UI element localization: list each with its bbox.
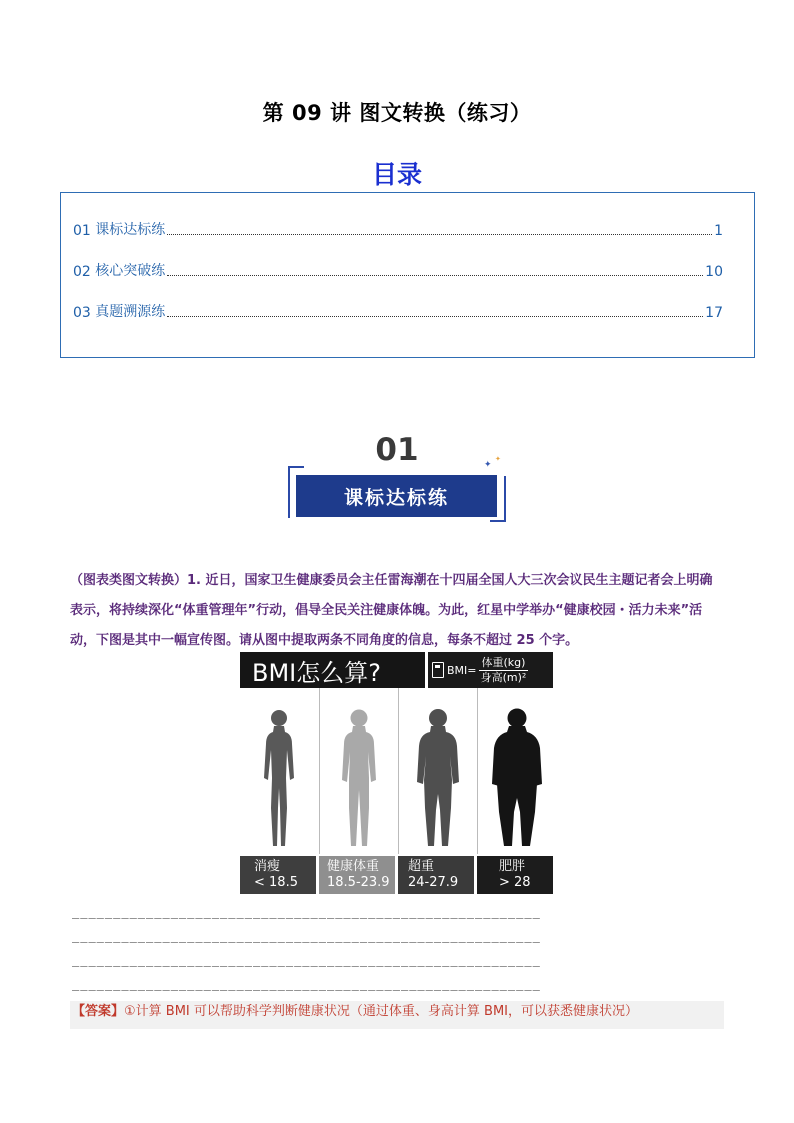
person-silhouette-icon	[252, 708, 306, 852]
answer-blank-line[interactable]: _________________________________________________________	[72, 953, 541, 967]
category-name: 健康体重	[327, 859, 380, 874]
bmi-header: BMI怎么算?	[240, 652, 425, 688]
toc-item-label: 真题溯源练	[95, 304, 166, 320]
category-label-obese	[477, 856, 553, 894]
toc-leader-dots	[167, 315, 703, 317]
answer-tag: 【答案】	[72, 1004, 125, 1019]
toc-item-3[interactable]	[73, 301, 723, 321]
formula-prefix: BMI=	[447, 663, 477, 677]
toc-item-number: 03	[73, 305, 91, 321]
answer-text: ①计算 BMI 可以帮助科学判断健康状况（通过体重、身高计算 BMI，可以获悉健康状况）	[124, 1004, 639, 1019]
toc-item-number: 02	[73, 264, 91, 280]
toc-leader-dots	[167, 274, 703, 276]
section-number: 01	[375, 432, 419, 468]
answer-blank-line[interactable]: _________________________________________________________	[72, 977, 541, 991]
toc-item-2[interactable]	[73, 260, 723, 280]
toc-item-page: 1	[714, 223, 723, 239]
category-range: 24-27.9	[408, 875, 459, 890]
table-of-contents	[60, 192, 755, 358]
section-banner: 课标达标练	[296, 475, 497, 517]
figure-obese	[477, 688, 556, 854]
category-name: 消瘦	[254, 859, 281, 874]
bmi-infographic	[240, 652, 553, 894]
category-range: 18.5-23.9	[327, 875, 390, 890]
toc-item-page: 10	[705, 264, 723, 280]
person-silhouette-icon	[490, 708, 544, 852]
person-silhouette-icon	[411, 708, 465, 852]
page-title: 第 09 讲 图文转换（练习）	[262, 101, 532, 125]
calculator-icon	[432, 662, 444, 678]
formula-fraction	[479, 656, 529, 685]
answer-blank-lines	[72, 905, 718, 1001]
sparkle-icon: ✦	[495, 455, 501, 463]
answer-blank-line[interactable]: _________________________________________________________	[72, 905, 541, 919]
figure-overweight	[398, 688, 477, 854]
toc-item-page: 17	[705, 305, 723, 321]
toc-heading: 目录	[371, 160, 422, 189]
figure-underweight	[240, 688, 318, 854]
category-name: 肥胖	[499, 859, 526, 874]
bmi-formula	[428, 652, 553, 688]
answer-blank-line[interactable]: _________________________________________________________	[72, 929, 541, 943]
category-label-underweight	[240, 856, 316, 894]
sparkle-icon: ✦	[484, 460, 492, 470]
formula-numerator: 体重(kg)	[479, 656, 529, 671]
category-name: 超重	[408, 859, 435, 874]
toc-item-number: 01	[73, 223, 91, 239]
toc-item-1[interactable]	[73, 219, 723, 239]
category-label-overweight	[398, 856, 474, 894]
formula-denominator: 身高(m)²	[480, 670, 527, 684]
category-range: < 18.5	[254, 875, 298, 890]
question-text: （图表类图文转换）1. 近日，国家卫生健康委员会主任雷海潮在十四届全国人大三次会议民生主题记者会上明确表示，将持续深化“体重管理年”行动，倡导全民关注健康体魄。为此，红星中学举办“健康校园・活力未来”活动，下图是其中一幅宣传图。请从图中提取两条不同角度的信息，每条不超过 25 个字。	[70, 573, 713, 648]
toc-leader-dots	[167, 233, 712, 235]
figure-healthy	[319, 688, 398, 854]
person-silhouette-icon	[332, 708, 386, 852]
toc-item-label: 核心突破练	[95, 263, 166, 279]
category-label-healthy	[319, 856, 395, 894]
category-range: > 28	[499, 875, 531, 890]
toc-item-label: 课标达标练	[95, 222, 166, 238]
answer-box	[70, 1001, 724, 1029]
